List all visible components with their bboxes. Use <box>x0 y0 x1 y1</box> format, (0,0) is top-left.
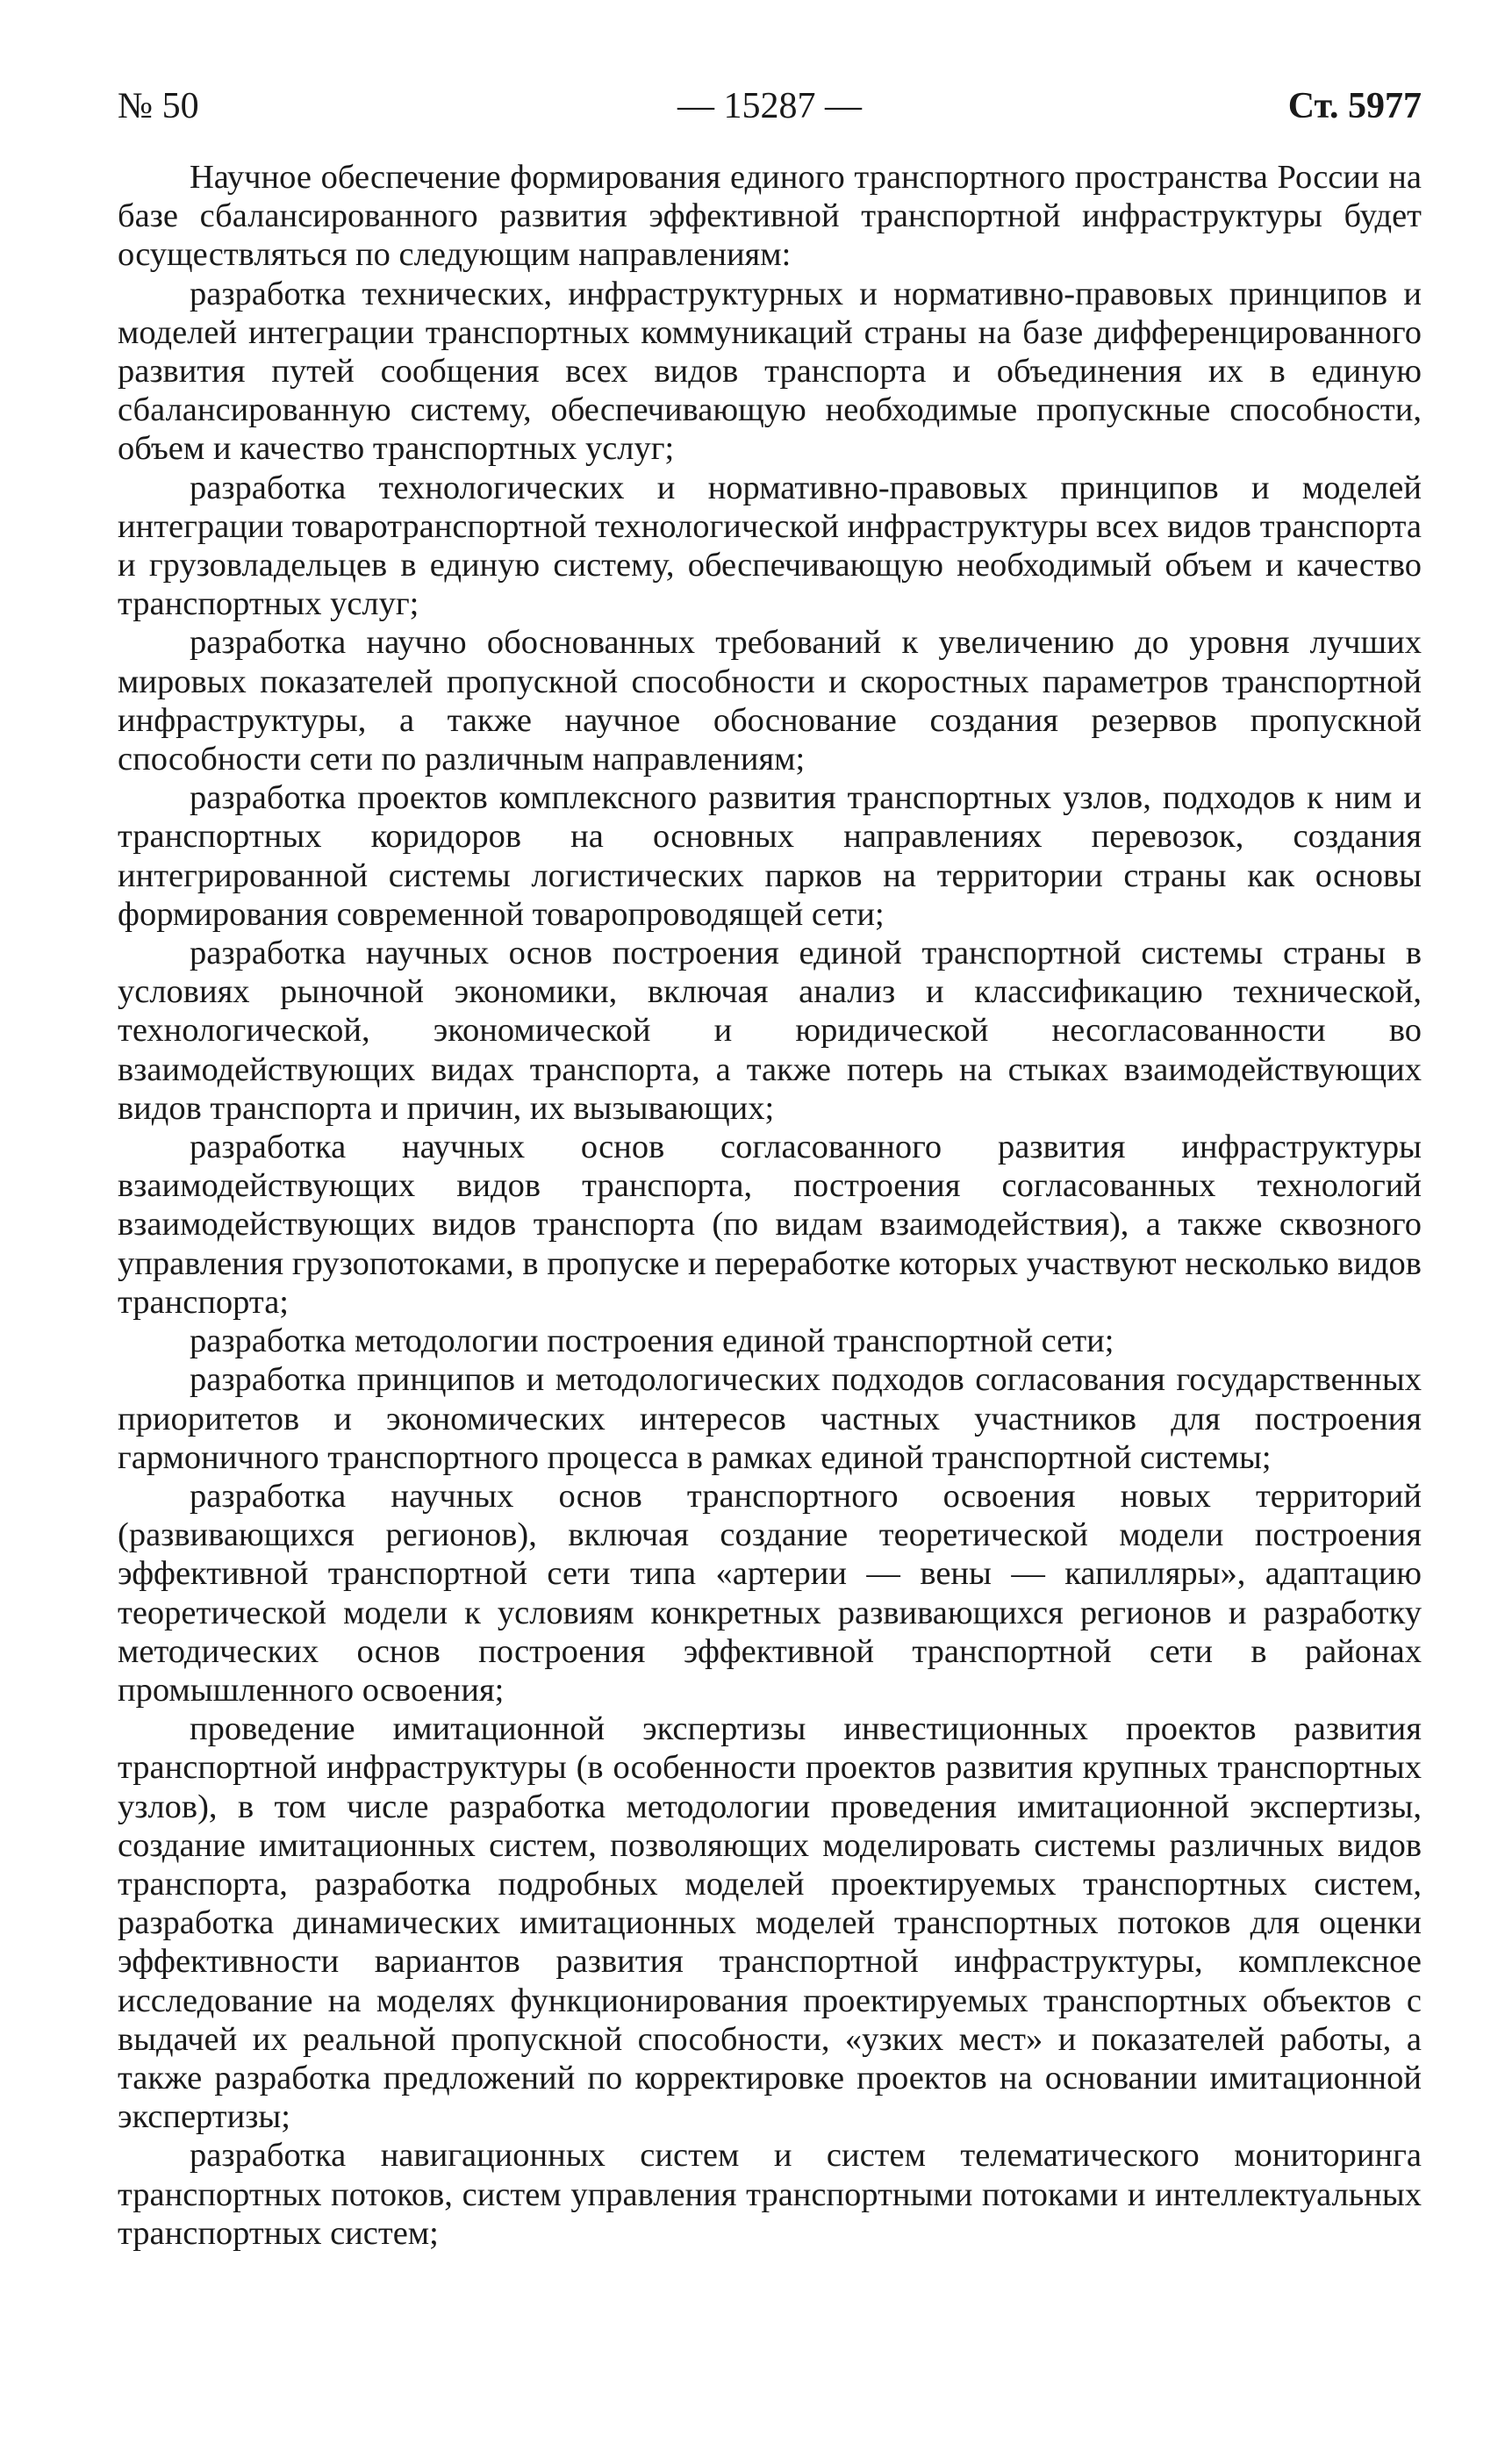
paragraph-intro: Научное обеспечение формирования единого транспортного пространства России на базе сбалансированного развития эффективной транспортной инфраструктуры будет осуществляться по следующим направлениям: <box>118 159 1422 274</box>
article-number: Ст. 5977 <box>1287 86 1422 126</box>
paragraph-item: разработка навигационных систем и систем телематического мониторинга транспортных потоков, систем управления транспортными потоками и интеллектуальных транспортных систем; <box>118 2137 1422 2252</box>
page-header <box>118 81 1422 132</box>
paragraph-item: разработка научно обоснованных требований к увеличению до уровня лучших мировых показателей пропускной способности и скоростных параметров транспортной инфраструктуры, а также научное обоснование создания резервов пропускной способности сети по различным направлениям; <box>118 624 1422 778</box>
paragraph-item: разработка научных основ согласованного развития инфраструктуры взаимодействующих видов транспорта, построения согласованных технологий взаимодействующих видов транспорта (по видам взаимодействия), а также сквозного управления грузопотоками, в пропуске и переработке которых участвуют несколько видов транспорта; <box>118 1129 1422 1321</box>
paragraph-item: разработка научных основ построения единой транспортной системы страны в условиях рыночной экономики, включая анализ и классификацию технической, технологической, экономической и юридической несогласованности во взаимодействующих видах транспорта, а также потерь на стыках взаимодействующих видов транспорта и причин, их вызывающих; <box>118 935 1422 1127</box>
paragraph-item: разработка научных основ транспортного освоения новых территорий (развивающихся регионов), включая создание теоретической модели построения эффективной транспортной сети типа «артерии — вены — капилляры», адаптацию теоретической модели к условиям конкретных развивающихся регионов и разработку методических основ построения эффективной транспортной сети в районах промышленного освоения; <box>118 1477 1422 1709</box>
document-body <box>118 158 1422 2253</box>
page-number: — 15287 — <box>677 86 862 126</box>
paragraph-item: разработка технологических и нормативно-правовых принципов и моделей интеграции товаротранспортной технологической инфраструктуры всех видов транспорта и грузовладельцев в единую систему, обеспечивающую необходимый объем и качество транспортных услуг; <box>118 469 1422 623</box>
paragraph-item: разработка принципов и методологических подходов согласования государственных приоритетов и экономических интересов частных участников для построения гармоничного транспортного процесса в рамках единой транспортной системы; <box>118 1361 1422 1476</box>
paragraph-item: проведение имитационной экспертизы инвестиционных проектов развития транспортной инфраструктуры (в особенности проектов развития крупных транспортных узлов), в том числе разработка методологии проведения имитационной экспертизы, создание имитационных систем, позволяющих моделировать системы различных видов транспорта, разработка подробных моделей проектируемых транспортных систем, разработка динамических имитационных моделей транспортных потоков для оценки эффективности вариантов развития транспортной инфраструктуры, комплексное исследование на моделях функционирования проектируемых транспортных объектов с выдачей их реальной пропускной способности, «узких мест» и показателей работы, а также разработка предложений по корректировке проектов на основании имитационной экспертизы; <box>118 1710 1422 2136</box>
paragraph-item: разработка проектов комплексного развития транспортных узлов, подходов к ним и транспортных коридоров на основных направлениях перевозок, создания интегрированной системы логистических парков на территории страны как основы формирования современной товаропроводящей сети; <box>118 779 1422 933</box>
issue-number: № 50 <box>118 86 199 126</box>
paragraph-item: разработка технических, инфраструктурных и нормативно-правовых принципов и моделей интеграции транспортных коммуникаций страны на базе дифференцированного развития путей сообщения всех видов транспорта и объединения их в единую сбалансированную систему, обеспечивающую необходимые пропускные способности, объем и качество транспортных услуг; <box>118 275 1422 468</box>
paragraph-item: разработка методологии построения единой транспортной сети; <box>190 1322 1114 1360</box>
document-page <box>118 81 1422 2253</box>
